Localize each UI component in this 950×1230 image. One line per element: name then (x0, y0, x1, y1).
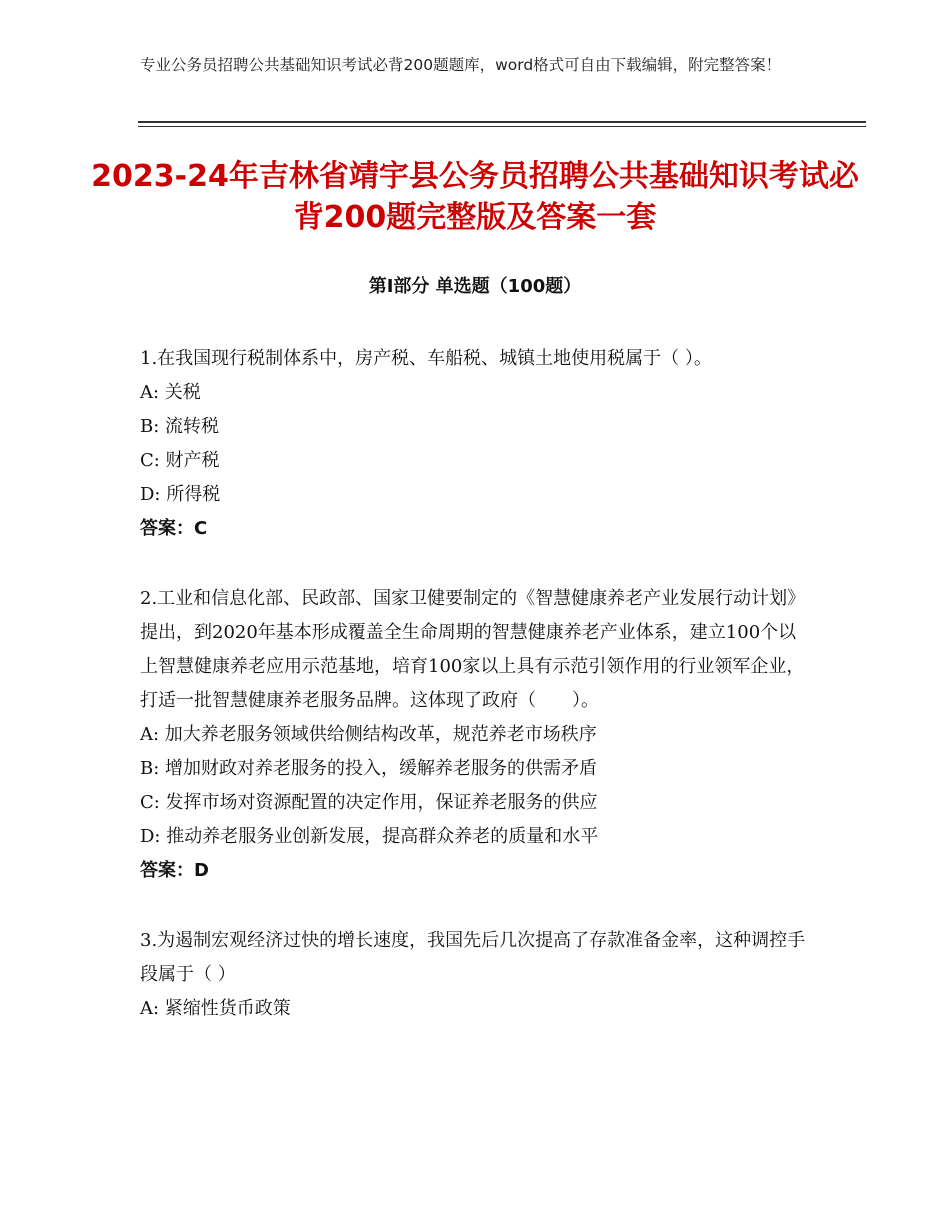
question-1 (140, 342, 810, 546)
header-rule-thick (138, 121, 866, 123)
option-c: C: 发挥市场对资源配置的决定作用，保证养老服务的供应 (140, 792, 598, 813)
answer: 答案：C (140, 518, 208, 539)
option-d: D: 推动养老服务业创新发展，提高群众养老的质量和水平 (140, 826, 599, 847)
question-stem: 1.在我国现行税制体系中，房产税、车船税、城镇土地使用税属于（ ）。 (140, 348, 712, 369)
option-d: D: 所得税 (140, 484, 221, 505)
option-b: B: 增加财政对养老服务的投入，缓解养老服务的供需矛盾 (140, 758, 598, 779)
option-a: A: 紧缩性货币政策 (140, 998, 291, 1019)
question-list (140, 342, 810, 1062)
question-stem: 2.工业和信息化部、民政部、国家卫健要制定的《智慧健康养老产业发展行动计划》提出，到2020年基本形成覆盖全生命周期的智慧健康养老产业体系，建立100个以上智慧健康养老应用示范基地，培育100家以上具有示范引领作用的行业领军企业，打适一批智慧健康养老服务品牌。这体现了政府（ ）。 (140, 588, 806, 711)
question-2 (140, 582, 810, 888)
answer: 答案：D (140, 860, 209, 881)
option-a: A: 关税 (140, 382, 201, 403)
option-c: C: 财产税 (140, 450, 220, 471)
header-rule-thin (138, 126, 866, 127)
section-title: 第Ⅰ部分 单选题（100题） (368, 276, 582, 297)
header-note: 专业公务员招聘公共基础知识考试必背200题题库，word格式可自由下载编辑，附完整答案！ (140, 56, 782, 74)
document-title: 2023-24年吉林省靖宇县公务员招聘公共基础知识考试必背200题完整版及答案一套 (91, 159, 859, 235)
option-b: B: 流转税 (140, 416, 220, 437)
option-a: A: 加大养老服务领域供给侧结构改革，规范养老市场秩序 (140, 724, 597, 745)
question-stem: 3.为遏制宏观经济过快的增长速度，我国先后几次提高了存款准备金率，这种调控手段属于（ ） (140, 930, 806, 985)
question-3 (140, 924, 810, 1026)
